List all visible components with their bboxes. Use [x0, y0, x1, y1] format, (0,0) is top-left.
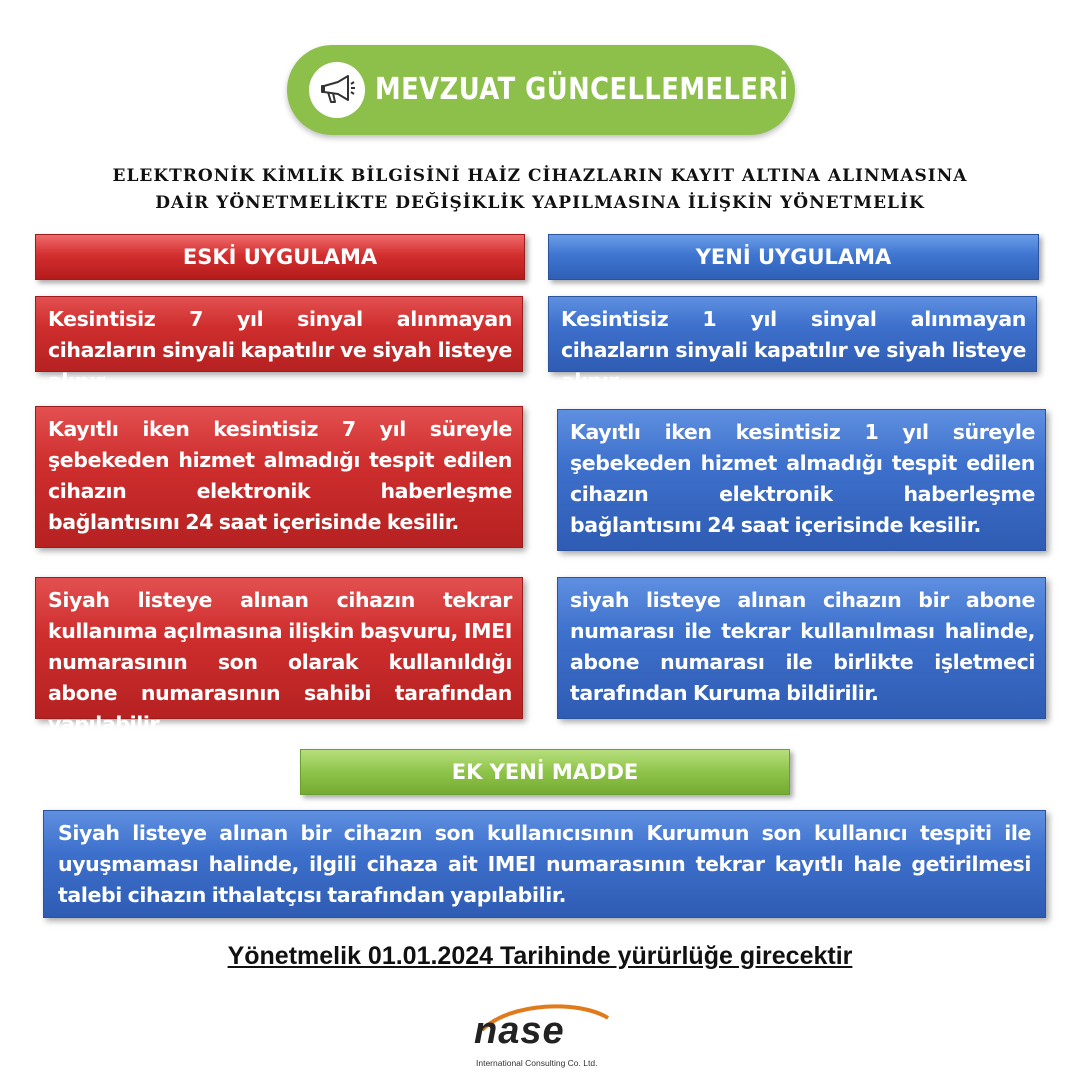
extra-article-text: Siyah listeye alınan bir cihazın son kullanıcısının Kurumun son kullanıcı tespiti ile uyuşmaması halinde, ilgili cihaza ait IMEI numarasının tekrar kayıtlı hale getirilmesi talebi cihazın ithalatçısı tarafından yapılabilir. — [43, 810, 1046, 918]
old-item-1: Kesintisiz 7 yıl sinyal alınmayan cihazların sinyali kapatılır ve siyah listeye alınır — [35, 296, 523, 372]
old-item-2: Kayıtlı iken kesintisiz 7 yıl süreyle şebekeden hizmet almadığı tespit edilen cihazın elektronik haberleşme bağlantısını 24 saat içerisinde kesilir. — [35, 406, 523, 548]
new-item-3: siyah listeye alınan cihazın bir abone numarası ile tekrar kullanılması halinde, abone numarası ile birlikte işletmeci tarafından Kuruma bildirilir. — [557, 577, 1046, 719]
old-practice-heading: ESKİ UYGULAMA — [35, 234, 525, 280]
regulation-title-line1: ELEKTRONİK KİMLİK BİLGİSİNİ HAİZ CİHAZLARIN KAYIT ALTINA ALINMASINA — [112, 166, 968, 186]
extra-article-heading: EK YENİ MADDE — [300, 749, 790, 795]
header-badge-label: MEVZUAT GÜNCELLEMELERİ — [375, 72, 789, 107]
logo-tagline: International Consulting Co. Ltd. — [476, 1058, 598, 1068]
header-badge — [287, 45, 795, 135]
regulation-title-line2: DAİR YÖNETMELİKTE DEĞİŞİKLİK YAPILMASINA İLİŞKİN YÖNETMELİK — [155, 193, 925, 213]
effective-date-note: Yönetmelik 01.01.2024 Tarihinde yürürlüğe girecektir — [227, 942, 853, 970]
new-item-2: Kayıtlı iken kesintisiz 1 yıl süreyle şebekeden hizmet almadığı tespit edilen cihazın elektronik haberleşme bağlantısını 24 saat içerisinde kesilir. — [557, 409, 1046, 551]
nase-logo — [470, 1000, 620, 1072]
logo-wordmark: nase — [474, 1010, 565, 1052]
megaphone-icon — [309, 62, 365, 118]
new-item-1: Kesintisiz 1 yıl sinyal alınmayan cihazların sinyali kapatılır ve siyah listeye alınır — [548, 296, 1037, 372]
new-practice-heading: YENİ UYGULAMA — [548, 234, 1039, 280]
old-item-3: Siyah listeye alınan cihazın tekrar kullanıma açılmasına ilişkin başvuru, IMEI numarasının son olarak kullanıldığı abone numarasının sahibi tarafından yapılabilir. — [35, 577, 523, 719]
